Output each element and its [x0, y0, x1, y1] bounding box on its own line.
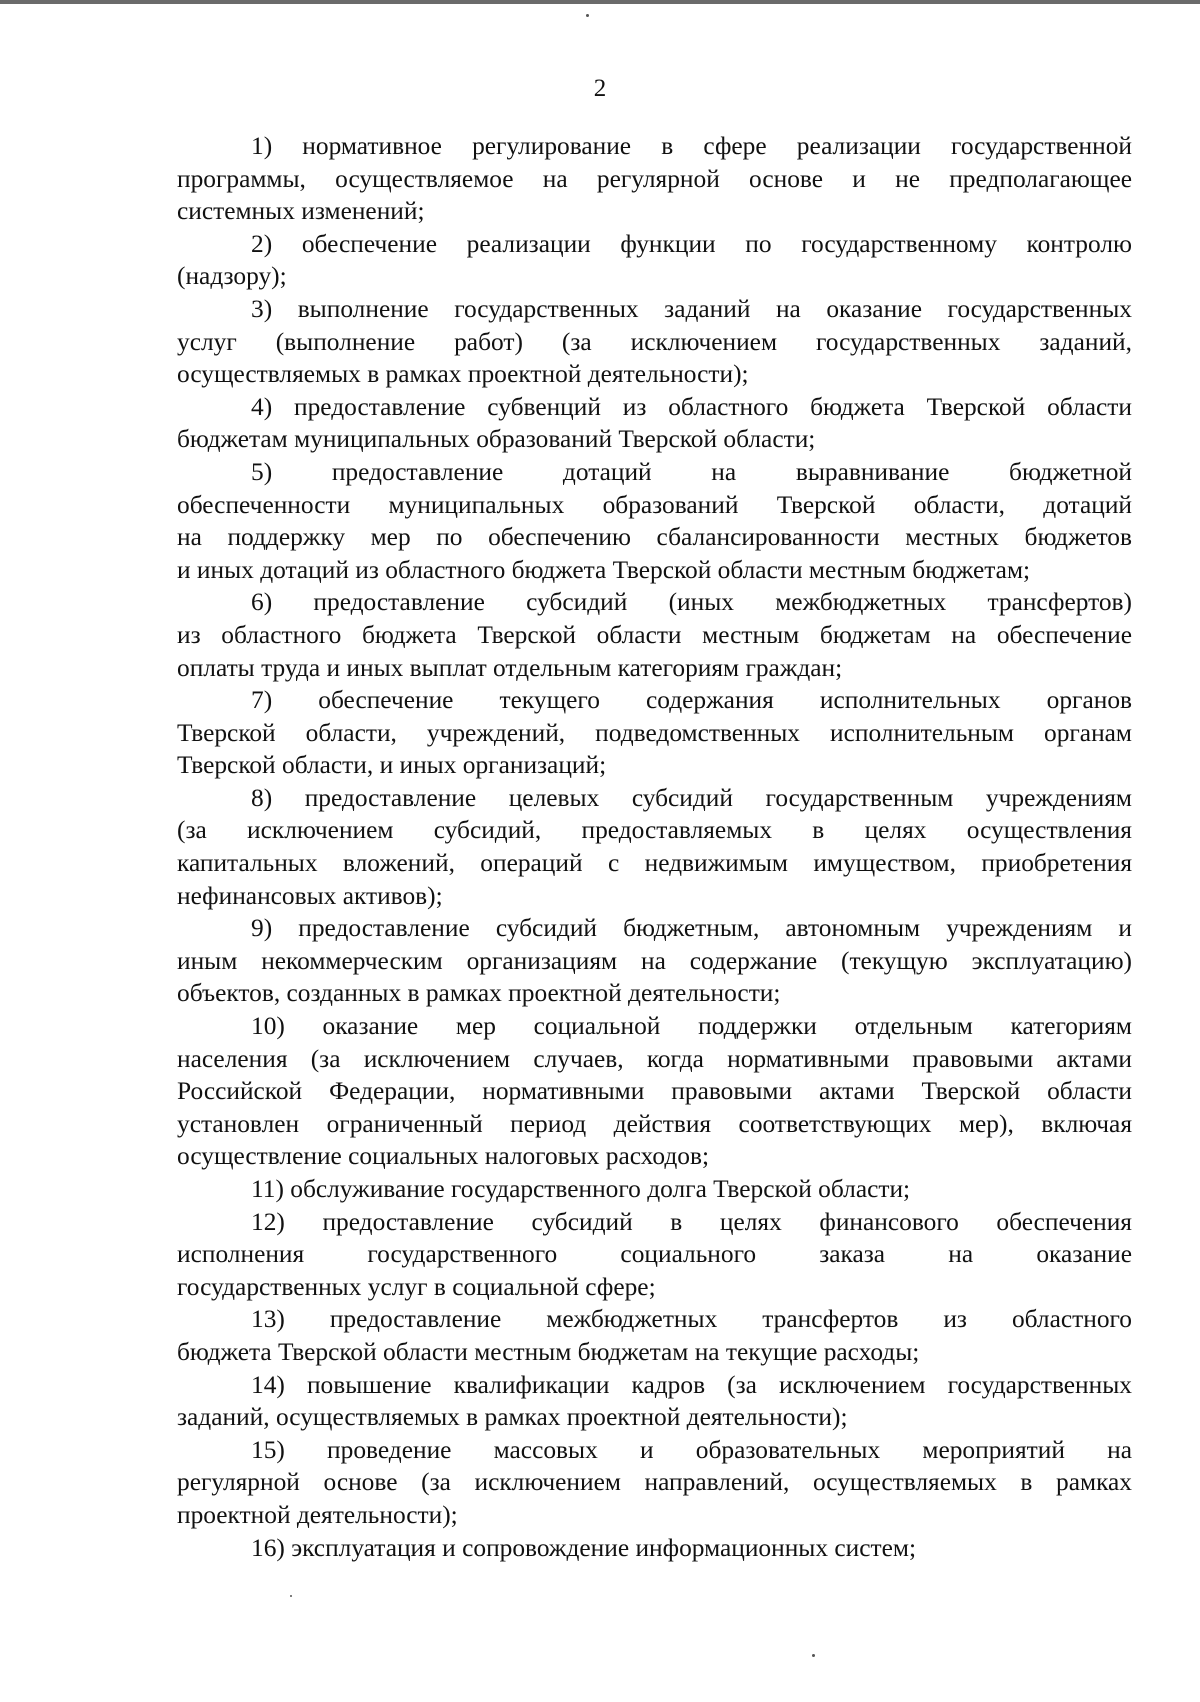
text-line: 4) предоставление субвенций из областного бюджета Тверской области	[251, 392, 1132, 421]
text-line: (за исключением субсидий, предоставляемых в целях осуществления	[177, 816, 1132, 845]
list-item	[177, 228, 1132, 293]
text-line: объектов, созданных в рамках проектной деятельности;	[177, 979, 781, 1008]
text-line: программы, осуществляемое на регулярной основе и не предполагающее	[177, 164, 1132, 193]
text-line: и иных дотаций из областного бюджета Тверской области местным бюджетам;	[177, 555, 1031, 584]
text-line: 5) предоставление дотаций на выравнивание бюджетной	[251, 457, 1132, 486]
text-line: 13) предоставление межбюджетных трансфертов из областного	[251, 1305, 1132, 1334]
text-line: Тверской области, учреждений, подведомственных исполнительным органам	[177, 718, 1132, 747]
page-number: 2	[593, 75, 607, 102]
text-line: Российской Федерации, нормативными правовыми актами Тверской области	[177, 1077, 1132, 1106]
text-line: населения (за исключением случаев, когда нормативными правовыми актами	[177, 1044, 1132, 1073]
text-line: 9) предоставление субсидий бюджетным, автономным учреждениям и	[251, 914, 1132, 943]
text-line: 15) проведение массовых и образовательных мероприятий на	[251, 1435, 1132, 1464]
text-line: осуществление социальных налоговых расходов;	[177, 1142, 710, 1171]
text-line: обеспеченности муниципальных образований Тверской области, дотаций	[177, 490, 1132, 519]
list-item	[177, 1206, 1132, 1304]
text-line: 8) предоставление целевых субсидий государственным учреждениям	[251, 783, 1132, 812]
list-item	[177, 1303, 1132, 1368]
list-item	[177, 1434, 1132, 1532]
scan-speck	[586, 14, 589, 17]
text-line: нефинансовых активов);	[177, 881, 443, 910]
scan-edge	[0, 0, 1200, 4]
list-item	[177, 1369, 1132, 1434]
text-line: системных изменений;	[177, 197, 425, 226]
text-line: Тверской области, и иных организаций;	[177, 751, 607, 780]
list-item	[177, 1010, 1132, 1173]
text-line: на поддержку мер по обеспечению сбалансированности местных бюджетов	[177, 523, 1132, 552]
text-line: заданий, осуществляемых в рамках проектной деятельности);	[177, 1403, 848, 1432]
list-item	[177, 1173, 1132, 1206]
text-line: (надзору);	[177, 262, 287, 291]
list-item	[177, 391, 1132, 456]
text-line: установлен ограниченный период действия соответствующих мер), включая	[177, 1109, 1132, 1138]
text-line: 1) нормативное регулирование в сфере реализации государственной	[251, 132, 1132, 160]
text-line: осуществляемых в рамках проектной деятельности);	[177, 360, 749, 389]
text-line: 14) повышение квалификации кадров (за исключением государственных	[251, 1370, 1132, 1399]
text-line: исполнения государственного социального заказа на оказание	[177, 1240, 1132, 1269]
text-line: 6) предоставление субсидий (иных межбюджетных трансфертов)	[251, 588, 1132, 617]
list-item	[177, 456, 1132, 586]
text-line: 7) обеспечение текущего содержания исполнительных органов	[251, 686, 1132, 715]
text-line: 12) предоставление субсидий в целях финансового обеспечения	[251, 1207, 1132, 1236]
text-line: 2) обеспечение реализации функции по государственному контролю	[251, 229, 1132, 258]
text-line: 3) выполнение государственных заданий на оказание государственных	[251, 294, 1132, 323]
text-line: государственных услуг в социальной сфере;	[177, 1272, 656, 1301]
list-item	[177, 586, 1132, 684]
scan-speck	[812, 1654, 815, 1657]
text-line: 16) эксплуатация и сопровождение информационных систем;	[251, 1533, 917, 1562]
text-line: из областного бюджета Тверской области местным бюджетам на обеспечение	[177, 620, 1132, 649]
text-line: бюджета Тверской области местным бюджетам на текущие расходы;	[177, 1337, 920, 1366]
text-line: капитальных вложений, операций с недвижимым имуществом, приобретения	[177, 849, 1132, 878]
text-line: регулярной основе (за исключением направлений, осуществляемых в рамках	[177, 1468, 1132, 1497]
list-item	[177, 1532, 1132, 1565]
text-line: оплаты труда и иных выплат отдельным категориям граждан;	[177, 653, 843, 682]
scan-speck	[290, 1595, 292, 1597]
text-line: 10) оказание мер социальной поддержки отдельным категориям	[251, 1012, 1132, 1041]
text-line: 11) обслуживание государственного долга Тверской области;	[251, 1175, 911, 1203]
list-item	[177, 684, 1132, 782]
list-item	[177, 782, 1132, 912]
document-body	[177, 130, 1132, 1564]
text-line: бюджетам муниципальных образований Тверской области;	[177, 425, 816, 454]
list-item	[177, 293, 1132, 391]
text-line: услуг (выполнение работ) (за исключением государственных заданий,	[177, 327, 1132, 356]
text-line: иным некоммерческим организациям на содержание (текущую эксплуатацию)	[177, 946, 1132, 975]
list-item	[177, 130, 1132, 228]
text-line: проектной деятельности);	[177, 1500, 458, 1529]
list-item	[177, 912, 1132, 1010]
